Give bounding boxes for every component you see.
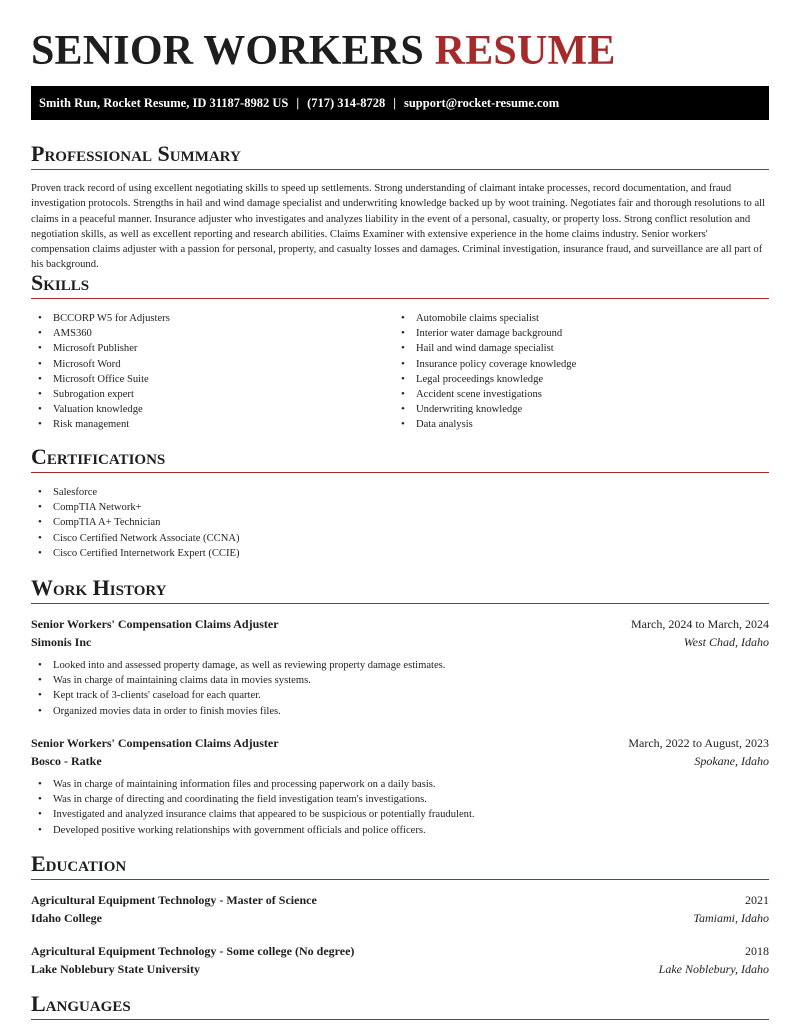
skill-item: • Accident scene investigations [394,387,576,402]
skill-item: • BCCORP W5 for Adjusters [31,311,170,326]
certification-item: • Cisco Certified Network Associate (CCNA) [31,531,240,546]
education-school: Idaho College [31,911,103,925]
contact-phone: (717) 314-8728 [307,95,386,110]
job-subheader [31,634,769,651]
skills-list-right [394,311,576,433]
job-location: West Chad, Idaho [683,635,769,649]
contact-email: support@rocket-resume.com [403,95,560,110]
job-bullet: • Looked into and assessed property damage, as well as reviewing property damage estimates. [31,658,445,673]
skills-list-left [31,311,170,433]
skill-item: • Hail and wind damage specialist [394,341,576,356]
certifications-list [31,485,240,561]
job-header [31,616,769,633]
skill-item: • Microsoft Office Suite [31,372,170,387]
job-company: Simonis Inc [31,635,92,649]
resume-title [31,28,616,74]
skill-item: • AMS360 [31,326,170,341]
education-header [31,892,769,909]
contact-separator: | [296,95,300,110]
education-location: Lake Noblebury, Idaho [658,962,769,976]
job-title: Senior Workers' Compensation Claims Adjuster [31,736,279,750]
skill-item: • Data analysis [394,417,576,432]
contact-address: Smith Run, Rocket Resume, ID 31187-8982 US [39,95,289,110]
education-subheader [31,961,769,978]
contact-bar [31,86,769,120]
job-bullet: • Was in charge of maintaining information files and processing paperwork on a daily basis. [31,777,475,792]
title-main: SENIOR WORKERS [31,28,424,74]
certification-item: • CompTIA Network+ [31,500,240,515]
skill-item: • Insurance policy coverage knowledge [394,357,576,372]
education-year: 2021 [745,893,769,907]
certification-item: • CompTIA A+ Technician [31,515,240,530]
job-dates: March, 2024 to March, 2024 [631,617,769,631]
skill-item: • Subrogation expert [31,387,170,402]
skill-item: • Underwriting knowledge [394,402,576,417]
job-bullet: • Investigated and analyzed insurance claims that appeared to be suspicious or potentially fraudulent. [31,807,475,822]
certification-item: • Cisco Certified Internetwork Expert (CCIE) [31,546,240,561]
skill-item: • Microsoft Publisher [31,341,170,356]
job-dates: March, 2022 to August, 2023 [628,736,769,750]
job-bullet: • Kept track of 3-clients' caseload for each quarter. [31,688,445,703]
skill-item: • Risk management [31,417,170,432]
education-location: Tamiami, Idaho [693,911,769,925]
job-header [31,735,769,752]
summary-text: Proven track record of using excellent negotiating skills to speed up settlements. Strong understanding of claimant intake processes, record documentation, and fraud investigation protocols. Strengths in hail and wind damage specialist and underwriting knowledge backed up by woot training. Negotiates fair and thorough resolutions to all claims in a peaceful manner. Insurance adjuster who investigates and analyzes liability in the event of a personal, casualty, or property loss. Strong conflict resolution and negotiation skills, as well as excellent reporting and research abilities. Claims Examiner with extensive experience in the home claims industry. Senior workers' compensation claims adjuster with a passion for personal, property, and casualty losses and damages. Criminal investigation, insurance fraud, and surveillance are all part of his background. [31,183,766,271]
summary-heading: Professional Summary [31,141,769,170]
skill-item: • Automobile claims specialist [394,311,576,326]
job-bullet: • Was in charge of directing and coordinating the field investigation team's investigations. [31,792,475,807]
education-header [31,943,769,960]
skill-item: • Valuation knowledge [31,402,170,417]
job-bullet: • Developed positive working relationships with government officials and police officers. [31,823,475,838]
education-year: 2018 [745,944,769,958]
job-bullet: • Was in charge of maintaining claims data in movies systems. [31,673,445,688]
job-bullets [31,658,445,719]
skill-item: • Interior water damage background [394,326,576,341]
job-location: Spokane, Idaho [694,754,769,768]
skill-item: • Legal proceedings knowledge [394,372,576,387]
job-bullet: • Organized movies data in order to finish movies files. [31,704,445,719]
job-subheader [31,753,769,770]
education-heading: Education [31,851,769,880]
education-degree: Agricultural Equipment Technology - Some college (No degree) [31,944,355,958]
job-title: Senior Workers' Compensation Claims Adjuster [31,617,279,631]
skill-item: • Microsoft Word [31,357,170,372]
education-school: Lake Noblebury State University [31,962,200,976]
education-degree: Agricultural Equipment Technology - Master of Science [31,893,317,907]
languages-heading: Languages [31,991,769,1020]
contact-separator: | [393,95,396,110]
work-history-heading: Work History [31,575,769,604]
education-subheader [31,910,769,927]
certification-item: • Salesforce [31,485,240,500]
job-company: Bosco - Ratke [31,754,102,768]
title-accent: RESUME [434,28,616,74]
skills-heading: Skills [31,270,769,299]
job-bullets [31,777,475,838]
certifications-heading: Certifications [31,444,769,473]
